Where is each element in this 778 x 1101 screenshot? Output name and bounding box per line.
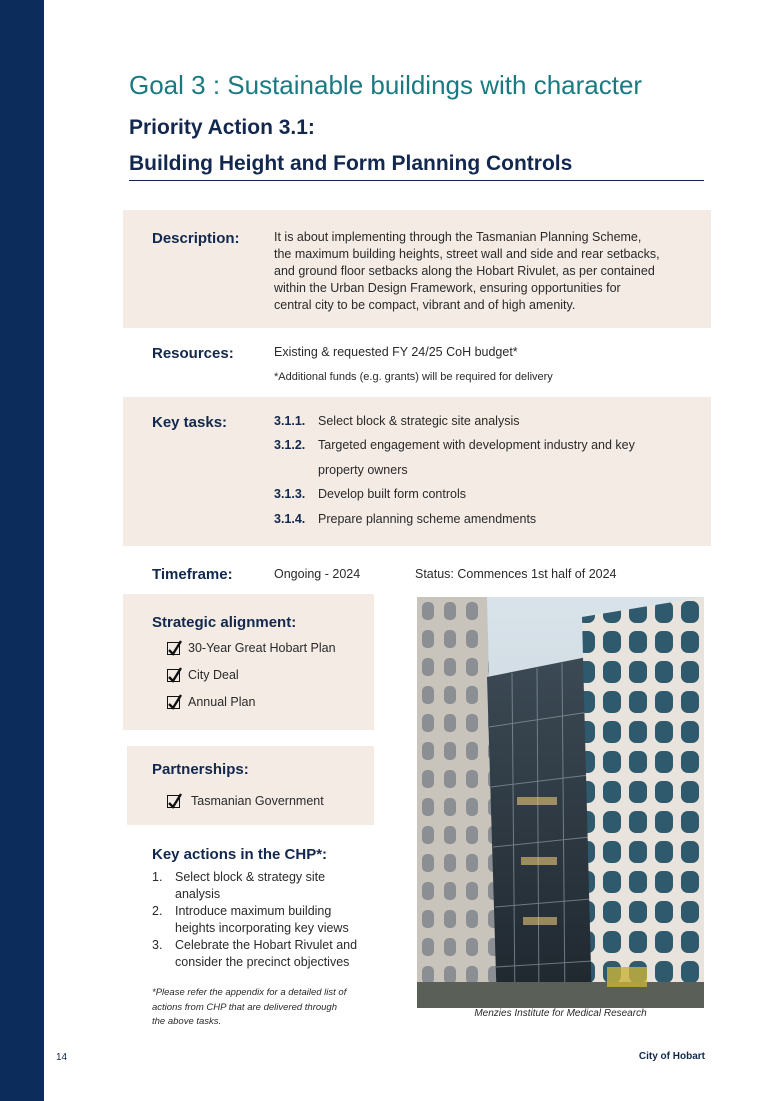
- resources-note: *Additional funds (e.g. grants) will be required for delivery: [274, 371, 553, 383]
- description-line: the maximum building heights, street wall and side and rear setbacks,: [274, 247, 660, 261]
- description-line: It is about implementing through the Tasmanian Planning Scheme,: [274, 230, 642, 244]
- partnerships-panel: [127, 746, 374, 825]
- footnote-line: actions from CHP that are delivered through: [152, 1001, 337, 1013]
- description-line: within the Urban Design Framework, ensuring opportunities for: [274, 281, 621, 295]
- key-task-text: Develop built form controls: [318, 487, 466, 501]
- key-task-number: 3.1.3.: [274, 487, 306, 501]
- description-line: central city to be compact, vibrant and of high amenity.: [274, 298, 576, 312]
- key-task-text: Select block & strategic site analysis: [318, 414, 520, 428]
- key-action-text: [175, 869, 325, 903]
- title-divider: [129, 180, 704, 181]
- key-action-text: [175, 937, 357, 971]
- building-photo: [417, 597, 704, 1008]
- description-label: Description:: [152, 230, 240, 247]
- footnote-line: the above tasks.: [152, 1016, 222, 1027]
- partnerships-label: Partnerships:: [152, 761, 249, 778]
- key-action-line: Celebrate the Hobart Rivulet and: [175, 938, 358, 952]
- key-action-line: analysis: [175, 887, 221, 901]
- left-sidebar-band: [0, 0, 44, 1101]
- key-action-text: [175, 903, 349, 937]
- key-action-line: consider the precinct objectives: [175, 955, 350, 969]
- key-action-item: [152, 869, 372, 903]
- description-line: and ground floor setbacks along the Hobart Rivulet, as per contained: [274, 264, 655, 278]
- footer-organization: City of Hobart: [638, 1051, 705, 1062]
- key-task-text: Prepare planning scheme amendments: [318, 512, 537, 526]
- key-action-item: [152, 903, 372, 937]
- checkbox-checked-icon: [167, 642, 180, 655]
- priority-action-title: [129, 110, 572, 182]
- key-actions-list: [152, 869, 372, 971]
- alignment-item-label: Annual Plan: [188, 695, 256, 709]
- timeframe-label: Timeframe:: [152, 566, 233, 583]
- alignment-item: [167, 695, 255, 709]
- key-task-number: 3.1.4.: [274, 512, 306, 526]
- key-task-number: 3.1.2.: [274, 438, 306, 452]
- alignment-item-label: 30-Year Great Hobart Plan: [188, 641, 336, 655]
- photo-caption: Menzies Institute for Medical Research: [474, 1008, 647, 1019]
- checkbox-checked-icon: [167, 795, 180, 808]
- building-illustration: [417, 597, 704, 1008]
- key-actions-label: Key actions in the CHP*:: [152, 846, 328, 863]
- goal-title: Goal 3 : Sustainable buildings with character: [129, 70, 643, 100]
- key-action-number: 3.: [152, 938, 163, 952]
- action-title-line-2: Building Height and Form Planning Controls: [129, 152, 573, 175]
- footnote: [152, 986, 377, 1030]
- key-action-item: [152, 937, 372, 971]
- key-task-text: property owners: [318, 463, 408, 477]
- description-text: [274, 229, 699, 314]
- key-tasks-label: Key tasks:: [152, 414, 228, 431]
- resources-text: Existing & requested FY 24/25 CoH budget*: [274, 345, 518, 359]
- key-task-item: [274, 438, 635, 452]
- key-action-line: Introduce maximum building: [175, 904, 332, 918]
- strategic-alignment-label: Strategic alignment:: [152, 614, 297, 631]
- footnote-line: *Please refer the appendix for a detailed list of: [152, 987, 347, 998]
- page-number: 14: [56, 1052, 68, 1063]
- key-task-item: [274, 512, 536, 526]
- alignment-item: [167, 641, 336, 655]
- key-task-text: Targeted engagement with development industry and key: [318, 438, 635, 452]
- key-task-item: [274, 463, 408, 477]
- partnership-item: [167, 794, 324, 808]
- timeframe-value: Ongoing - 2024: [274, 567, 361, 581]
- key-action-line: Select block & strategy site: [175, 870, 326, 884]
- action-title-line-1: Priority Action 3.1:: [129, 116, 315, 139]
- partnership-item-label: Tasmanian Government: [191, 794, 324, 808]
- alignment-item-label: City Deal: [188, 668, 239, 682]
- key-action-number: 1.: [152, 870, 163, 884]
- checkbox-checked-icon: [167, 696, 180, 709]
- key-action-number: 2.: [152, 904, 163, 918]
- key-task-number: 3.1.1.: [274, 414, 306, 428]
- key-task-item: [274, 414, 519, 428]
- status-text: Status: Commences 1st half of 2024: [415, 567, 617, 581]
- alignment-item: [167, 668, 239, 682]
- key-task-item: [274, 487, 466, 501]
- checkbox-checked-icon: [167, 669, 180, 682]
- resources-label: Resources:: [152, 345, 234, 362]
- key-action-line: heights incorporating key views: [175, 921, 349, 935]
